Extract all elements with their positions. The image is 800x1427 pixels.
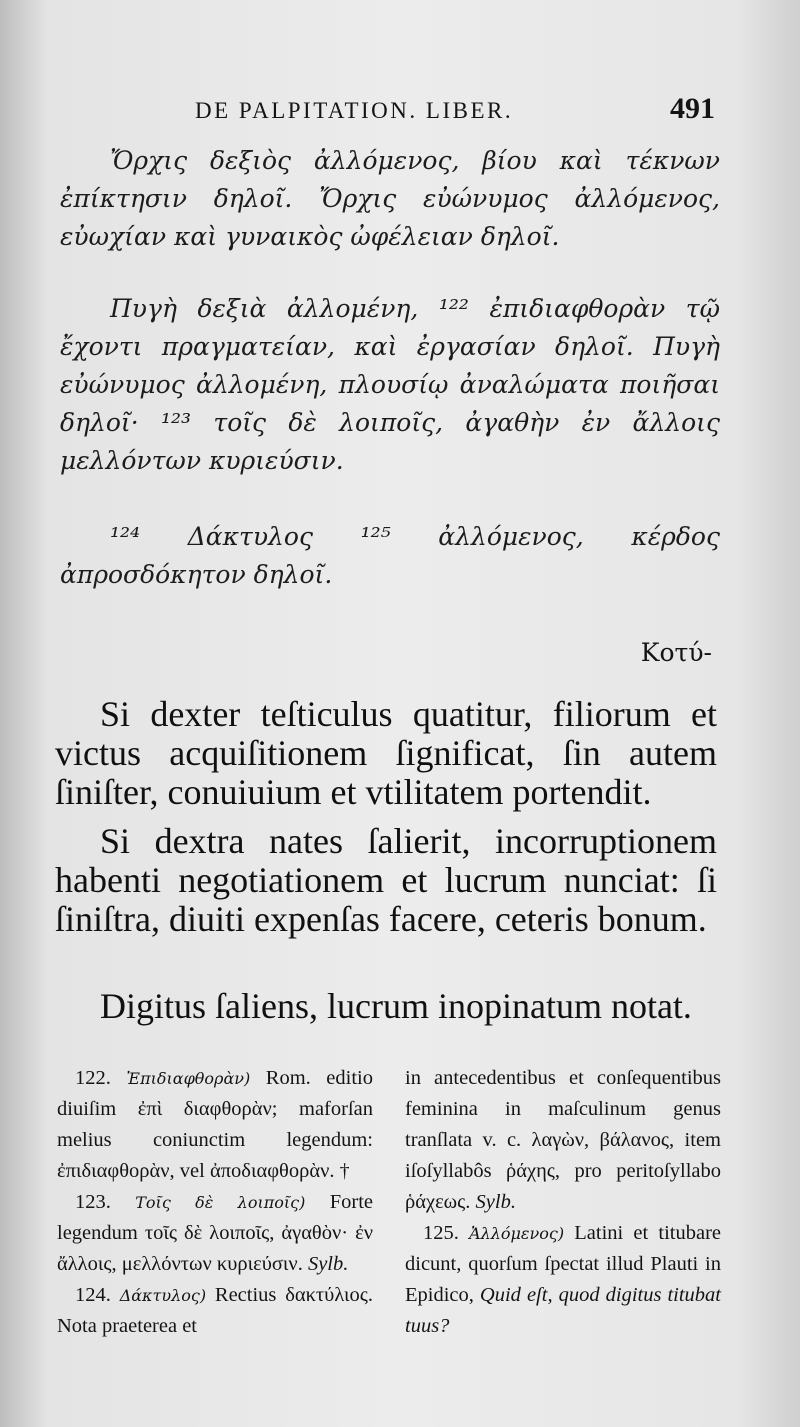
footnotes-right-column (405, 1063, 721, 1342)
catchword: Κοτύ- (640, 638, 712, 667)
greek-text: Πυγὴ δεξιὰ ἀλλομένη, ¹²² ἐπιδιαφθορὰν τῷ ἔχοντι πραγματείαν, καὶ ἐργασίαν δηλοῖ. Πυγὴ εὐώνυμος ἀλλομένη, πλουσίῳ ἀναλώματα ποιῆσαι δηλοῖ· ¹²³ τοῖς δὲ λοιποῖς, ἀγαθὴν ἐν ἄλλοις μελλόντων κυριεύσιν. (60, 294, 720, 475)
latin-paragraph-2 (55, 822, 717, 939)
footnotes-left-column (57, 1063, 373, 1342)
greek-text: ¹²⁴ Δάκτυλος ¹²⁵ ἀλλόμενος, κέρδος ἀπροσδόκητον δηλοῖ. (60, 522, 720, 589)
plautus-quote: Quid eſt, quod digitus titubat tuus? (405, 1284, 721, 1337)
latin-paragraph-1 (55, 695, 717, 812)
footnote-number: 125. (423, 1222, 459, 1244)
dagger-mark: † (339, 1160, 350, 1182)
latin-paragraph-3 (55, 987, 717, 1026)
footnote-lemma: Ἀλλόμενος) (469, 1224, 565, 1243)
footnote-text: Forte legendum τοῖς δὲ λοιποῖς, ἀγαθὸν· ἐν ἄλλοις, μελλόντων κυριεύσιν. (57, 1191, 373, 1275)
latin-text: Si dexter teſticulus quatitur, filiorum et victus acquiſitionem ſignificat, ſin autem ſiniſter, conuiuium et vtilitatem portendit. (55, 694, 717, 812)
footnote-lemma: Τοῖς δὲ λοιποῖς) (135, 1193, 306, 1212)
greek-text: Ὄρχις δεξιὸς ἀλλόμενος, βίου καὶ τέκνων ἐπίκτησιν δηλοῖ. Ὄρχις εὐώνυμος ἀλλόμενος, εὐωχίαν καὶ γυναικὸς ὠφέλειαν δηλοῖ. (60, 146, 720, 251)
footnote-signature: Sylb. (475, 1191, 516, 1213)
greek-paragraph-3 (60, 518, 720, 594)
footnote-number: 122. (75, 1067, 111, 1089)
latin-text: Digitus ſaliens, lucrum inopinatum notat. (100, 986, 692, 1026)
footnote-number: 123. (75, 1191, 111, 1213)
footnote-continuation (405, 1063, 721, 1218)
page-number: 491 (670, 92, 715, 125)
footnote-123 (57, 1187, 373, 1280)
greek-paragraph-2 (60, 290, 720, 480)
footnotes (57, 1063, 721, 1342)
latin-text: Si dextra nates ſalierit, incorruptionem habenti negotiationem et lucrum nunciat: ſi ſiniſtra, diuiti expenſas facere, ceteris bonum. (55, 821, 717, 939)
running-title: DE PALPITATION. LIBER. (195, 98, 514, 123)
footnote-124 (57, 1280, 373, 1342)
footnote-122 (57, 1063, 373, 1187)
footnote-lemma: Ἐπιδιαφθορὰν) (126, 1069, 251, 1088)
greek-paragraph-1 (60, 142, 720, 256)
footnote-text: Rom. editio diuiſim ἐπὶ διαφθορὰν; maforſan melius coniunctim legendum: ἐπιδιαφθορὰν, vel ἀποδιαφθορὰν. (57, 1067, 373, 1182)
footnote-text: Rectius δακτύλιος. Nota praeterea et (57, 1284, 374, 1337)
footnote-text: in antecedentibus et conſequentibus feminina in maſculinum genus tranſlata v. c. λαγὼν, βάλανος, item iſoſyllabôs ῥάχης, pro peritoſyllabo ῥάχεως. (405, 1067, 721, 1213)
footnote-signature: Sylb. (307, 1253, 349, 1275)
footnote-number: 124. (75, 1284, 111, 1306)
page-header (195, 92, 715, 132)
footnote-125 (405, 1218, 721, 1342)
footnote-lemma: Δάκτυλος) (119, 1286, 207, 1305)
footnote-text: Latini et titubare dicunt, quorſum ſpectat illud Plauti in Epidico, (405, 1222, 721, 1306)
